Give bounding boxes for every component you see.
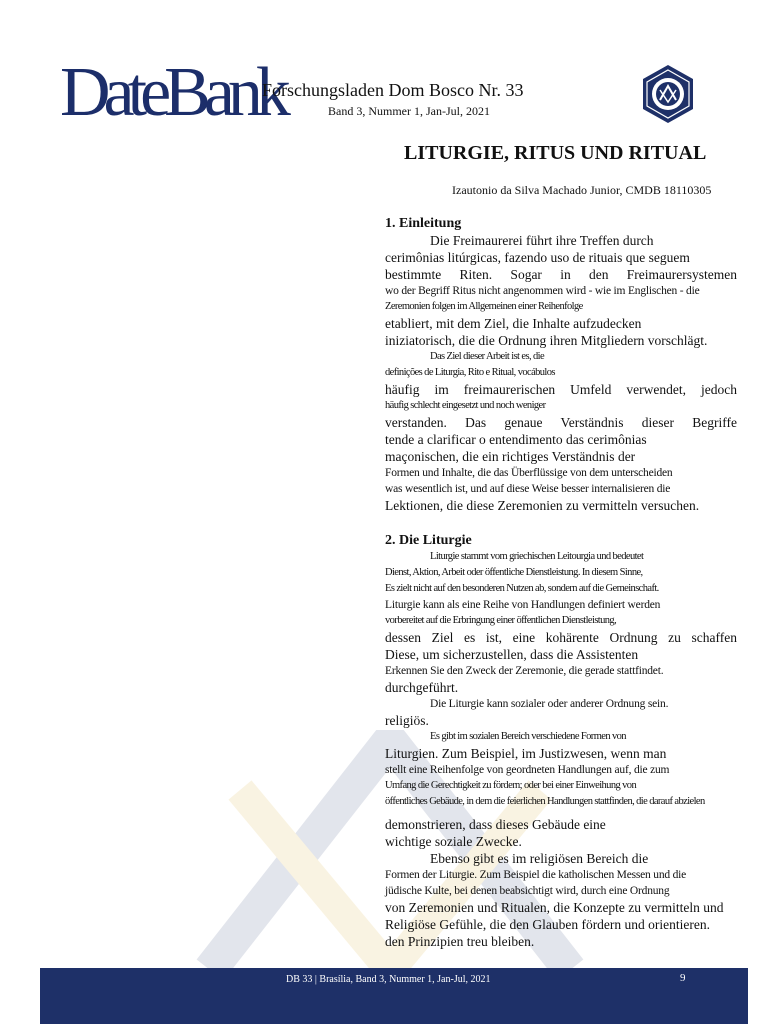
databank-logo: DateBank xyxy=(60,54,284,131)
body-line: Diese, um sicherzustellen, dass die Assistenten xyxy=(385,647,639,662)
body-line: Liturgie kann als eine Reihe von Handlungen definiert werden xyxy=(385,599,661,611)
article-title: LITURGIE, RITUS UND RITUAL xyxy=(404,142,707,164)
body-line: von Zeremonien und Ritualen, die Konzepte zu vermitteln und xyxy=(385,900,724,915)
body-line: Es zielt nicht auf den besonderen Nutzen ab, sondern auf die Gemeinschaft. xyxy=(385,583,659,594)
body-line: verstanden. Das genaue Verständnis dieser Begriffe xyxy=(385,415,737,430)
body-line: Ebenso gibt es im religiösen Bereich die xyxy=(430,851,649,866)
footer-citation: DB 33 | Brasília, Band 3, Nummer 1, Jan-Jul, 2021 xyxy=(286,974,491,985)
body-line: Zeremonien folgen im Allgemeinen einer Reihenfolge xyxy=(385,301,583,312)
body-line: Liturgien. Zum Beispiel, im Justizwesen, wenn man xyxy=(385,746,667,761)
body-line: cerimônias litúrgicas, fazendo uso de rituais que seguem xyxy=(385,250,690,265)
section-heading: 1. Einleitung xyxy=(385,216,462,231)
body-line: definições de Liturgia, Rito e Ritual, vocábulos xyxy=(385,367,555,378)
body-line: durchgeführt. xyxy=(385,680,459,695)
journal-name: Forschungsladen Dom Bosco Nr. 33 xyxy=(262,80,524,100)
body-line: Die Freimaurerei führt ihre Treffen durch xyxy=(430,233,654,248)
article-body xyxy=(385,215,765,950)
body-line: iniziatorisch, die die Ordnung ihren Mitgliedern vorschlägt. xyxy=(385,333,708,348)
body-line: Die Liturgie kann sozialer oder anderer Ordnung sein. xyxy=(430,698,669,710)
section-introduction xyxy=(385,215,765,514)
page-number: 9 xyxy=(680,972,686,984)
body-line: Umfang die Gerechtigkeit zu fördern; oder bei einer Einweihung von xyxy=(385,780,637,791)
page-footer xyxy=(40,968,748,1024)
body-line: was wesentlich ist, und auf diese Weise besser internalisieren die xyxy=(385,483,671,495)
body-line: dessen Ziel es ist, eine kohärente Ordnung zu schaffen xyxy=(385,630,737,645)
body-line: tende a clarificar o entendimento das cerimônias xyxy=(385,432,647,447)
body-line: Erkennen Sie den Zweck der Zeremonie, die gerade stattfindet. xyxy=(385,665,664,677)
body-line: häufig im freimaurerischen Umfeld verwendet, jedoch xyxy=(385,382,737,397)
body-line: öffentliches Gebäude, in dem die feierlichen Handlungen stattfinden, die darauf abzielen xyxy=(385,796,705,807)
body-line: Lektionen, die diese Zeremonien zu vermitteln versuchen. xyxy=(385,498,700,513)
body-line: Dienst, Aktion, Arbeit oder öffentliche Dienstleistung. In diesem Sinne, xyxy=(385,567,643,578)
institution-seal-icon xyxy=(638,64,698,124)
body-line: demonstrieren, dass dieses Gebäude eine xyxy=(385,817,606,832)
body-line: Formen der Liturgie. Zum Beispiel die katholischen Messen und die xyxy=(385,869,687,881)
body-line: Es gibt im sozialen Bereich verschiedene Formen von xyxy=(430,731,626,742)
body-line: stellt eine Reihenfolge von geordneten Handlungen auf, die zum xyxy=(385,764,670,776)
section-heading: 2. Die Liturgie xyxy=(385,533,472,548)
article-author: Izautonio da Silva Machado Junior, CMDB 18110305 xyxy=(452,183,712,197)
body-line: wichtige soziale Zwecke. xyxy=(385,834,522,849)
journal-issue: Band 3, Nummer 1, Jan-Jul, 2021 xyxy=(328,104,490,118)
body-line: vorbereitet auf die Erbringung einer öffentlichen Dienstleistung, xyxy=(385,615,617,626)
body-line: Formen und Inhalte, die das Überflüssige von dem unterscheiden xyxy=(385,467,673,479)
body-line: Das Ziel dieser Arbeit ist es, die xyxy=(430,351,545,362)
body-line: den Prinzipien treu bleiben. xyxy=(385,934,535,949)
body-line: bestimmte Riten. Sogar in den Freimaurersystemen xyxy=(385,267,737,282)
body-line: Religiöse Gefühle, die den Glauben fördern und orientieren. xyxy=(385,917,711,932)
body-line: maçonischen, die ein richtiges Verständnis der xyxy=(385,449,636,464)
body-line: etabliert, mit dem Ziel, die Inhalte aufzudecken xyxy=(385,316,642,331)
body-line: Liturgie stammt vom griechischen Leitourgia und bedeutet xyxy=(430,551,644,562)
body-line: jüdische Kulte, bei denen beabsichtigt wird, durch eine Ordnung xyxy=(385,885,670,897)
body-line: häufig schlecht eingesetzt und noch weniger xyxy=(385,400,546,411)
body-line: wo der Begriff Ritus nicht angenommen wird - wie im Englischen - die xyxy=(385,285,700,297)
body-line: religiös. xyxy=(385,713,429,728)
section-liturgy xyxy=(385,532,765,950)
